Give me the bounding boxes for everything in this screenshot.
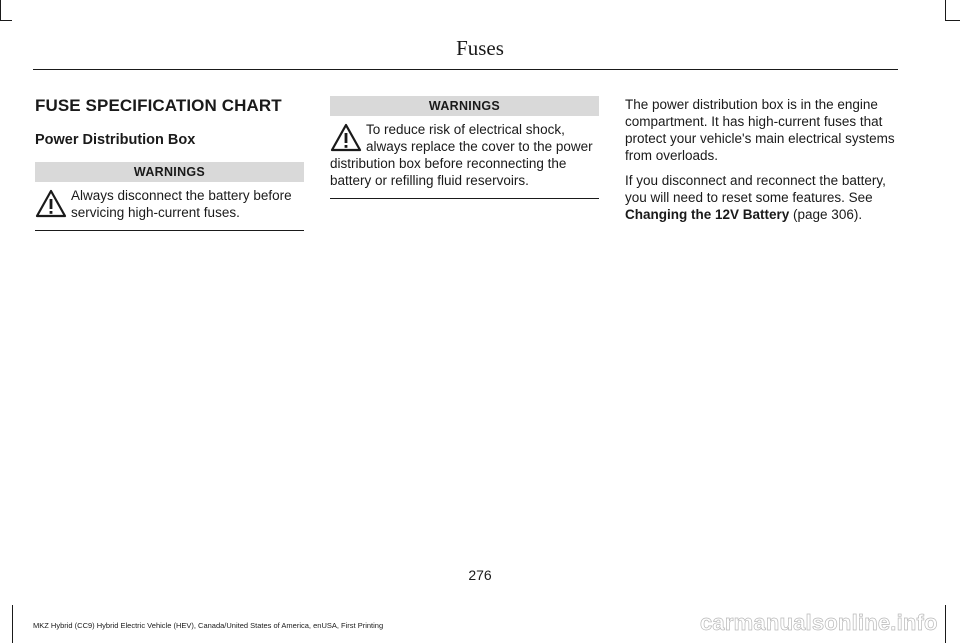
- sub-title: Power Distribution Box: [35, 132, 196, 148]
- warning-text: To reduce risk of electrical shock, always replace the cover to the power distribution box before reconnecting the battery or refilling fluid reservoirs.: [330, 122, 593, 188]
- crop-mark-top-right-h: [945, 20, 960, 21]
- cross-reference-link[interactable]: Changing the 12V Battery: [625, 207, 790, 222]
- warnings-header: WARNINGS: [330, 96, 599, 116]
- page-reference: (page 306).: [789, 207, 863, 222]
- footer-text: MKZ Hybrid (CC9) Hybrid Electric Vehicle (HEV), Canada/United States of America, enUSA, First Printing: [33, 621, 384, 630]
- warning-block: [35, 182, 304, 231]
- watermark-logo: carmanualsonline.info: [700, 610, 938, 635]
- column-2: [330, 96, 599, 199]
- crop-mark-top-right-v: [945, 0, 946, 20]
- warning-text: Always disconnect the battery before servicing high-current fuses.: [71, 188, 292, 220]
- crop-mark-bottom-right-v: [945, 605, 946, 643]
- warning-triangle-icon: [35, 189, 67, 219]
- header-rule: [33, 69, 898, 70]
- page-number: 276: [468, 567, 492, 583]
- warning-block: [330, 116, 599, 199]
- warning-triangle-icon: [330, 123, 362, 153]
- crop-mark-bottom-left-v: [12, 605, 13, 643]
- section-title: FUSE SPECIFICATION CHART: [35, 96, 282, 115]
- warnings-header: WARNINGS: [35, 162, 304, 182]
- paragraph-power-distribution: The power distribution box is in the engine compartment. It has high-current fuses that protect your vehicle's main electrical systems from overloads.: [625, 97, 895, 163]
- paragraph-text: If you disconnect and reconnect the battery, you will need to reset some features. See: [625, 173, 886, 205]
- column-1: [35, 96, 304, 231]
- paragraph-battery-reset: [625, 172, 897, 223]
- page-header-title: Fuses: [456, 36, 504, 60]
- column-3: [625, 96, 897, 231]
- crop-mark-top-left-h: [0, 20, 12, 21]
- crop-mark-top-left-v: [0, 0, 1, 20]
